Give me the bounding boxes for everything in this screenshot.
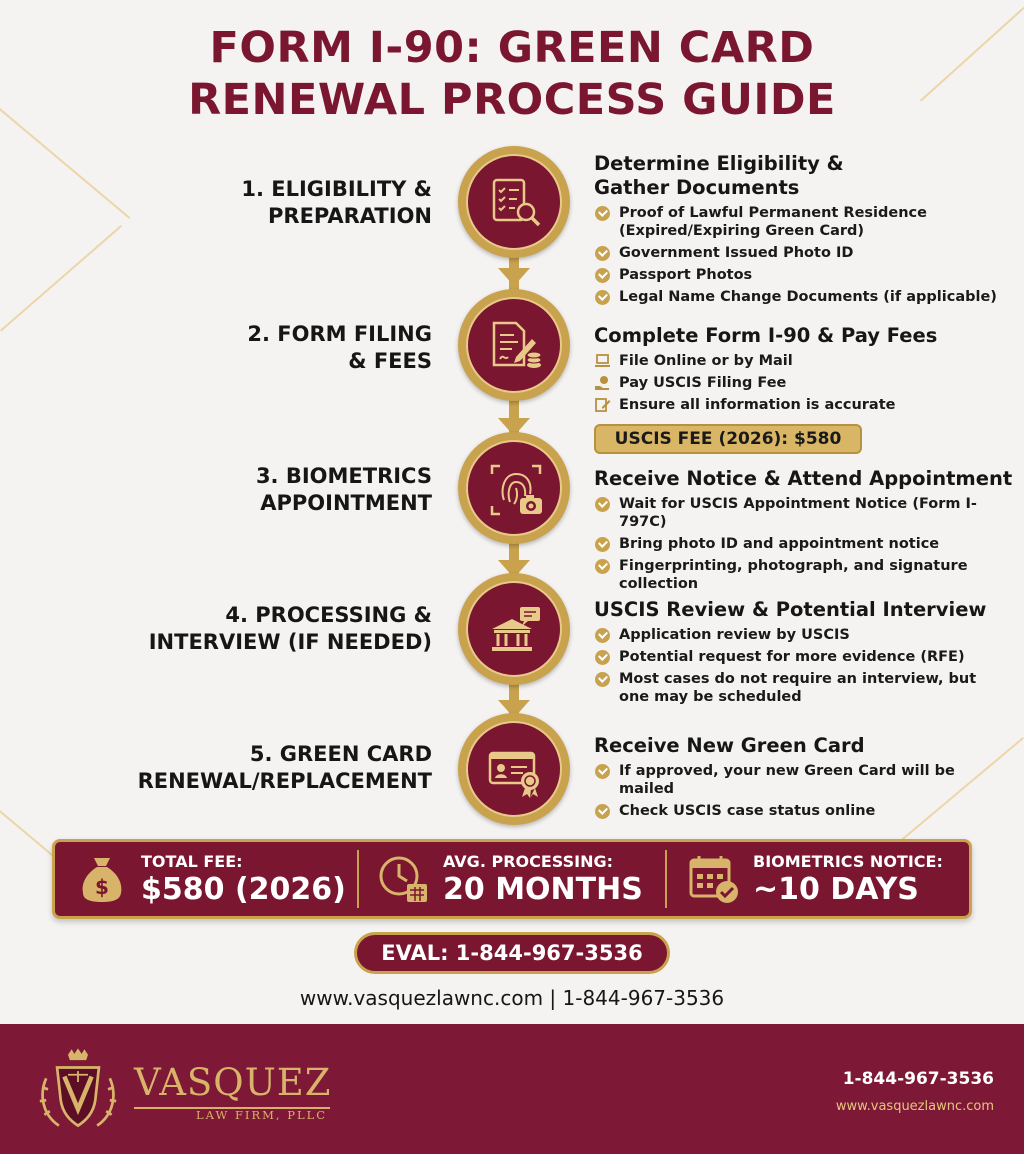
step-1-details — [594, 152, 1014, 310]
step-5-details — [594, 734, 1014, 824]
step-1-heading: Determine Eligibility & Gather Documents — [594, 152, 844, 199]
step-4-heading: USCIS Review & Potential Interview — [594, 598, 987, 621]
check-icon — [595, 628, 610, 643]
document-checklist-magnifier-icon — [486, 174, 546, 234]
check-icon — [595, 290, 610, 305]
footer-website[interactable]: www.vasquezlawnc.com — [835, 1099, 994, 1114]
check-icon — [595, 206, 610, 221]
website-phone-line[interactable]: www.vasquezlawnc.com | 1-844-967-3536 — [299, 986, 725, 1010]
step-5-circle — [458, 713, 570, 825]
step-3-heading: Receive Notice & Attend Appointment — [594, 467, 1013, 490]
step-1-circle — [458, 146, 570, 258]
list-item: Government Issued Photo ID — [594, 244, 1014, 262]
green-card-seal-icon — [486, 741, 546, 801]
list-item: Bring photo ID and appointment notice — [594, 535, 1014, 553]
stat-label: TOTAL FEE: — [141, 852, 243, 871]
list-item: Proof of Lawful Permanent Residence (Expired/Expiring Green Card) — [594, 204, 1014, 240]
stat-value: 20 MONTHS — [443, 872, 643, 907]
check-icon — [595, 672, 610, 687]
stat-biometrics-notice — [687, 842, 967, 916]
stat-value: ~10 DAYS — [753, 872, 919, 907]
check-icon — [595, 650, 610, 665]
list-item: Potential request for more evidence (RFE) — [594, 648, 1014, 666]
check-icon — [595, 497, 610, 512]
list-item: Check USCIS case status online — [594, 802, 1014, 820]
check-icon — [595, 559, 610, 574]
step-2-label: 2. FORM FILING & FEES — [247, 322, 432, 373]
step-2-circle — [458, 289, 570, 401]
stat-value: $580 (2026) — [141, 872, 346, 907]
law-firm-logo-icon — [28, 1042, 128, 1142]
divider — [665, 850, 667, 908]
step-4-circle — [458, 573, 570, 685]
brand-subtitle: LAW FIRM, PLLC — [196, 1108, 328, 1122]
uscis-fee-badge: USCIS FEE (2026): $580 — [594, 424, 862, 454]
step-3-details — [594, 467, 1014, 597]
fingerprint-camera-icon — [486, 460, 546, 520]
stat-label: AVG. PROCESSING: — [443, 852, 613, 871]
footer-phone[interactable]: 1-844-967-3536 — [842, 1069, 994, 1089]
divider — [357, 850, 359, 908]
form-pen-coins-icon — [486, 317, 546, 377]
list-item: Passport Photos — [594, 266, 1014, 284]
calendar-check-icon — [687, 852, 741, 906]
clock-calendar-icon — [377, 852, 431, 906]
stat-label: BIOMETRICS NOTICE: — [753, 852, 943, 871]
step-3-label: 3. BIOMETRICS APPOINTMENT — [255, 464, 432, 515]
step-5-label: 5. GREEN CARD RENEWAL/REPLACEMENT — [137, 742, 432, 793]
list-item: Pay USCIS Filing Fee — [594, 374, 1014, 392]
hand-coin-icon — [594, 375, 611, 391]
step-3-circle — [458, 432, 570, 544]
list-item: Ensure all information is accurate — [594, 396, 1014, 414]
courthouse-speech-icon — [486, 601, 546, 661]
money-bag-icon — [75, 852, 129, 906]
check-icon — [595, 246, 610, 261]
list-item: Legal Name Change Documents (if applicable) — [594, 288, 1014, 306]
page-title — [0, 22, 1024, 126]
step-4-label: 4. PROCESSING & INTERVIEW (IF NEEDED) — [148, 603, 432, 654]
eval-phone-button[interactable]: EVAL: 1-844-967-3536 — [354, 932, 670, 974]
decorative-line — [0, 225, 122, 331]
check-icon — [595, 268, 610, 283]
brand-name: VASQUEZ — [134, 1061, 332, 1104]
check-icon — [595, 804, 610, 819]
edit-form-icon — [594, 397, 611, 413]
stat-avg-processing — [377, 842, 667, 916]
svg-text:$: $ — [95, 875, 109, 899]
step-4-details — [594, 598, 1014, 710]
list-item: Wait for USCIS Appointment Notice (Form I-797C) — [594, 495, 1014, 531]
list-item: Application review by USCIS — [594, 626, 1014, 644]
step-2-details — [594, 324, 1014, 418]
list-item: Most cases do not require an interview, but one may be scheduled — [594, 670, 1014, 706]
title-line-2: RENEWAL PROCESS GUIDE — [188, 75, 836, 125]
check-icon — [595, 537, 610, 552]
step-1-label: 1. ELIGIBILITY & PREPARATION — [241, 177, 432, 228]
list-item: Fingerprinting, photograph, and signature collection — [594, 557, 1014, 593]
list-item: File Online or by Mail — [594, 352, 1014, 370]
laptop-icon — [594, 353, 611, 369]
summary-stats-bar — [52, 839, 972, 919]
list-item: If approved, your new Green Card will be mailed — [594, 762, 1014, 798]
title-line-1: FORM I-90: GREEN CARD — [209, 23, 815, 73]
step-5-heading: Receive New Green Card — [594, 734, 865, 757]
step-2-heading: Complete Form I-90 & Pay Fees — [594, 324, 938, 347]
check-icon — [595, 764, 610, 779]
stat-total-fee — [75, 842, 365, 916]
timeline-arrow — [498, 268, 530, 286]
